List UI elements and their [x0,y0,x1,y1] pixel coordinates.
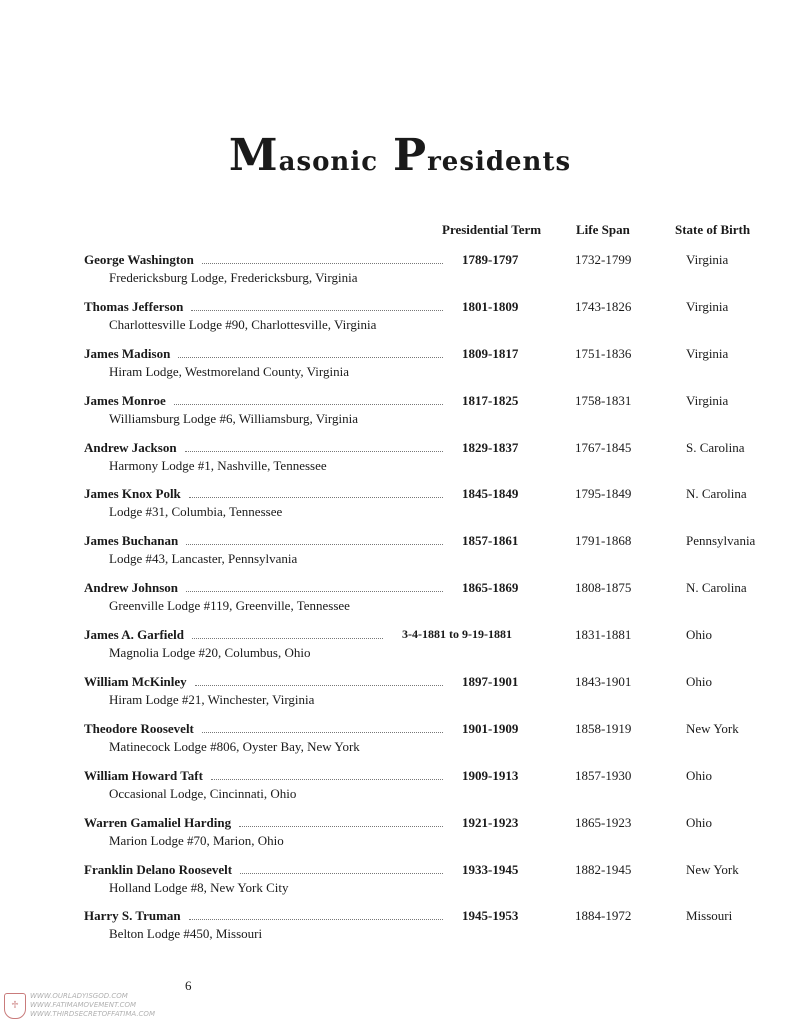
president-birth-state: Ohio [686,627,712,643]
president-row [0,252,800,299]
dot-leader [174,403,443,405]
president-life-span: 1858-1919 [575,720,632,736]
president-lodge: Matinecock Lodge #806, Oyster Bay, New York [109,738,360,754]
president-name: James Buchanan [84,533,179,549]
president-name: William Howard Taft [84,767,203,783]
president-term: 1909-1913 [462,767,519,783]
president-life-span: 1758-1831 [575,392,632,408]
dot-leader [239,825,443,827]
president-birth-state: New York [686,861,739,877]
header-life-span: Life Span [576,222,630,237]
president-row [0,533,800,580]
president-term: 1865-1869 [462,580,519,596]
president-name: Warren Gamaliel Harding [84,814,232,830]
dot-leader [240,872,443,874]
footer-watermark [4,992,155,1019]
president-birth-state: Ohio [686,814,712,830]
president-birth-state: Virginia [686,392,729,408]
president-row [0,908,800,955]
president-row [0,815,800,862]
column-headers [0,222,800,242]
president-name: James A. Garfield [84,627,185,643]
president-life-span: 1857-1930 [575,767,632,783]
president-name: James Monroe [84,392,166,408]
president-life-span: 1743-1826 [575,298,632,314]
president-row [0,674,800,721]
president-birth-state: Missouri [686,908,733,924]
watermark-link: WWW.THIRDSECRETOFFATIMA.COM [30,1010,155,1018]
president-life-span: 1767-1845 [575,439,632,455]
president-life-span: 1831-1881 [575,627,632,643]
president-row [0,346,800,393]
president-birth-state: Virginia [686,298,729,314]
president-life-span: 1791-1868 [575,533,632,549]
president-name: William McKinley [84,674,187,690]
president-name: Andrew Jackson [84,439,177,455]
title-word-presidents: residents [427,147,572,177]
dot-leader [189,918,443,920]
president-list [0,252,800,955]
dot-leader [195,684,443,686]
president-life-span: 1751-1836 [575,345,632,361]
title-initial-m: M [228,130,279,181]
president-birth-state: N. Carolina [686,580,747,596]
president-lodge: Greenville Lodge #119, Greenville, Tennessee [109,598,350,614]
president-lodge: Lodge #43, Lancaster, Pennsylvania [109,551,298,567]
president-birth-state: Virginia [686,252,729,267]
president-lodge: Hiram Lodge #21, Winchester, Virginia [109,692,315,708]
dot-leader [189,496,443,498]
president-lodge: Lodge #31, Columbia, Tennessee [109,504,283,520]
president-lodge: Williamsburg Lodge #6, Williamsburg, Virginia [109,410,359,426]
dot-leader [192,637,383,639]
president-lodge: Holland Lodge #8, New York City [109,879,289,895]
president-row [0,862,800,909]
president-life-span: 1884-1972 [575,908,632,924]
president-name: Andrew Johnson [84,580,179,596]
dot-leader [191,309,443,311]
header-term: Presidential Term [442,222,542,237]
president-term: 1857-1861 [462,533,519,549]
title-initial-p: P [392,130,428,181]
president-lodge: Fredericksburg Lodge, Fredericksburg, Virginia [109,270,358,285]
president-life-span: 1882-1945 [575,861,632,877]
president-row [0,393,800,440]
president-name: George Washington [84,252,194,267]
president-name: James Knox Polk [84,486,181,502]
president-lodge: Harmony Lodge #1, Nashville, Tennessee [109,457,327,473]
president-term: 1817-1825 [462,392,519,408]
president-life-span: 1865-1923 [575,814,632,830]
president-term: 1789-1797 [462,252,519,267]
dot-leader [178,356,443,358]
president-lodge: Marion Lodge #70, Marion, Ohio [109,832,284,848]
header-state-of-birth: State of Birth [675,222,751,237]
president-lodge: Magnolia Lodge #20, Columbus, Ohio [109,645,311,661]
president-term: 1845-1849 [462,486,519,502]
president-term: 1809-1817 [462,345,519,361]
president-lodge: Charlottesville Lodge #90, Charlottesville, Virginia [109,316,377,332]
president-row [0,299,800,346]
president-row [0,486,800,533]
president-birth-state: Virginia [686,345,729,361]
president-birth-state: New York [686,720,739,736]
president-row [0,721,800,768]
president-name: Franklin Delano Roosevelt [84,861,233,877]
president-term: 1897-1901 [462,674,519,690]
president-life-span: 1732-1799 [575,252,632,267]
president-term: 1801-1809 [462,298,519,314]
watermark-links [30,992,155,1019]
president-name: Thomas Jefferson [84,298,184,314]
president-lodge: Belton Lodge #450, Missouri [109,926,263,942]
dot-leader [202,262,443,264]
watermark-link: WWW.OURLADYISGOD.COM [30,992,128,1000]
dot-leader [185,450,443,452]
president-birth-state: N. Carolina [686,486,747,502]
president-lodge: Hiram Lodge, Westmoreland County, Virginia [109,363,349,379]
president-birth-state: Pennsylvania [686,533,756,549]
president-term: 3-4-1881 to 9-19-1881 [402,627,512,642]
president-name: James Madison [84,345,171,361]
president-lodge: Occasional Lodge, Cincinnati, Ohio [109,785,297,801]
dot-leader [186,590,443,592]
president-term: 1933-1945 [462,861,519,877]
president-term: 1829-1837 [462,439,519,455]
president-term: 1945-1953 [462,908,519,924]
president-row [0,580,800,627]
seal-icon: ♱ [4,993,26,1019]
watermark-link: WWW.FATIMAMOVEMENT.COM [30,1001,137,1009]
dot-leader [202,731,443,733]
dot-leader [186,543,443,545]
president-birth-state: S. Carolina [686,439,745,455]
president-birth-state: Ohio [686,767,712,783]
president-term: 1901-1909 [462,720,519,736]
president-life-span: 1843-1901 [575,674,632,690]
president-row [0,768,800,815]
president-life-span: 1795-1849 [575,486,632,502]
dot-leader [211,778,443,780]
president-life-span: 1808-1875 [575,580,632,596]
president-name: Theodore Roosevelt [84,720,194,736]
page-number: 6 [185,978,192,993]
president-row [0,440,800,487]
president-name: Harry S. Truman [84,908,181,924]
president-term: 1921-1923 [462,814,519,830]
page-title [0,130,800,181]
president-row [0,627,800,674]
title-word-masonic: asonic [278,147,379,177]
president-birth-state: Ohio [686,674,712,690]
